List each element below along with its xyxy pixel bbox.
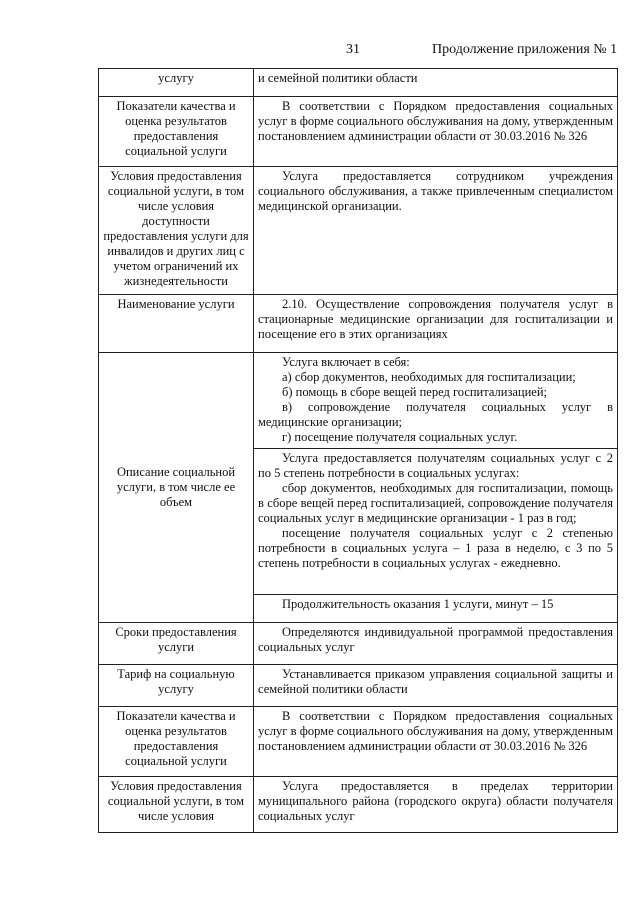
table-row — [99, 295, 618, 353]
row-value-text: Определяются индивидуальной программой предоставления социальных услуг — [258, 625, 613, 654]
row-value-text: В соответствии с Порядком предоставления социальных услуг в форме социального обслуживания на дому, утвержденным постановлением администрации области от 30.03.2016 № 326 — [258, 709, 613, 753]
row-value — [254, 777, 618, 833]
row-label: Показатели качества и оценка результатов предоставления социальной услуги — [99, 707, 254, 777]
service-duration — [254, 595, 618, 623]
includes-item: в) сопровождение получателя социальных услуг в медицинские организации; — [258, 400, 613, 429]
row-value — [254, 665, 618, 707]
volume-paragraph: посещение получателя социальных услуг с 2 степенью потребности в социальных услуга – 1 раза в неделю, с 3 по 5 степень потребности в социальных услугах - ежедневно. — [258, 526, 613, 570]
row-label: Условия предоставления социальной услуги, в том числе условия доступности предоставления услуги для инвалидов и других лиц с учетом ограничений их жизнедеятельности — [99, 167, 254, 295]
table-row — [99, 623, 618, 665]
header-title: Продолжение приложения № 1 — [432, 42, 618, 57]
row-value — [254, 97, 618, 167]
row-value — [254, 707, 618, 777]
row-label: услугу — [99, 69, 254, 97]
row-value-text: и семейной политики области — [258, 71, 418, 85]
row-value — [254, 295, 618, 353]
table-row — [99, 69, 618, 97]
page-number: 31 — [346, 42, 360, 57]
service-volume — [254, 449, 618, 595]
row-label: Описание социальной услуги, в том числе ее объем — [99, 353, 254, 623]
row-value — [254, 623, 618, 665]
table-row — [99, 707, 618, 777]
includes-item: а) сбор документов, необходимых для госпитализации; — [282, 370, 576, 384]
service-includes — [254, 353, 618, 449]
row-value-text: Услуга предоставляется сотрудником учреждения социального обслуживания, а также привлеченным специалистом медицинской организации. — [258, 169, 613, 213]
row-value — [254, 167, 618, 295]
table-row — [99, 777, 618, 833]
includes-intro: Услуга включает в себя: — [282, 355, 410, 369]
row-label: Условия предоставления социальной услуги, в том числе условия — [99, 777, 254, 833]
row-value-text: В соответствии с Порядком предоставления социальных услуг в форме социального обслуживания на дому, утвержденным постановлением администрации области от 30.03.2016 № 326 — [258, 99, 613, 143]
service-table — [98, 68, 618, 833]
row-value-text: Услуга предоставляется в пределах территории муниципального района (городского округа) области получателя социальных услуг — [258, 779, 613, 823]
includes-item: г) посещение получателя социальных услуг. — [282, 430, 518, 444]
table-row — [99, 167, 618, 295]
volume-paragraph: Услуга предоставляется получателям социальных услуг с 2 по 5 степень потребности в социальных услугах: — [258, 451, 613, 480]
table-row — [99, 353, 618, 449]
row-value-text: Устанавливается приказом управления социальной защиты и семейной политики области — [258, 667, 613, 696]
row-label: Сроки предоставления услуги — [99, 623, 254, 665]
duration-text: Продолжительность оказания 1 услуги, минут – 15 — [282, 597, 554, 611]
table-row — [99, 97, 618, 167]
volume-paragraph: сбор документов, необходимых для госпитализации, помощь в сборе вещей перед госпитализацией, сопровождение получателя социальных услуг в медицинские организации - 1 раз в год; — [258, 481, 613, 525]
row-label: Тариф на социальную услугу — [99, 665, 254, 707]
row-value-text: 2.10. Осуществление сопровождения получателя услуг в стационарные медицинские организации для госпитализации и посещение его в этих организациях — [258, 297, 613, 341]
row-label: Показатели качества и оценка результатов предоставления социальной услуги — [99, 97, 254, 167]
row-label: Наименование услуги — [99, 295, 254, 353]
includes-item: б) помощь в сборе вещей перед госпитализацией; — [282, 385, 548, 399]
table-row — [99, 665, 618, 707]
row-value — [254, 69, 618, 97]
